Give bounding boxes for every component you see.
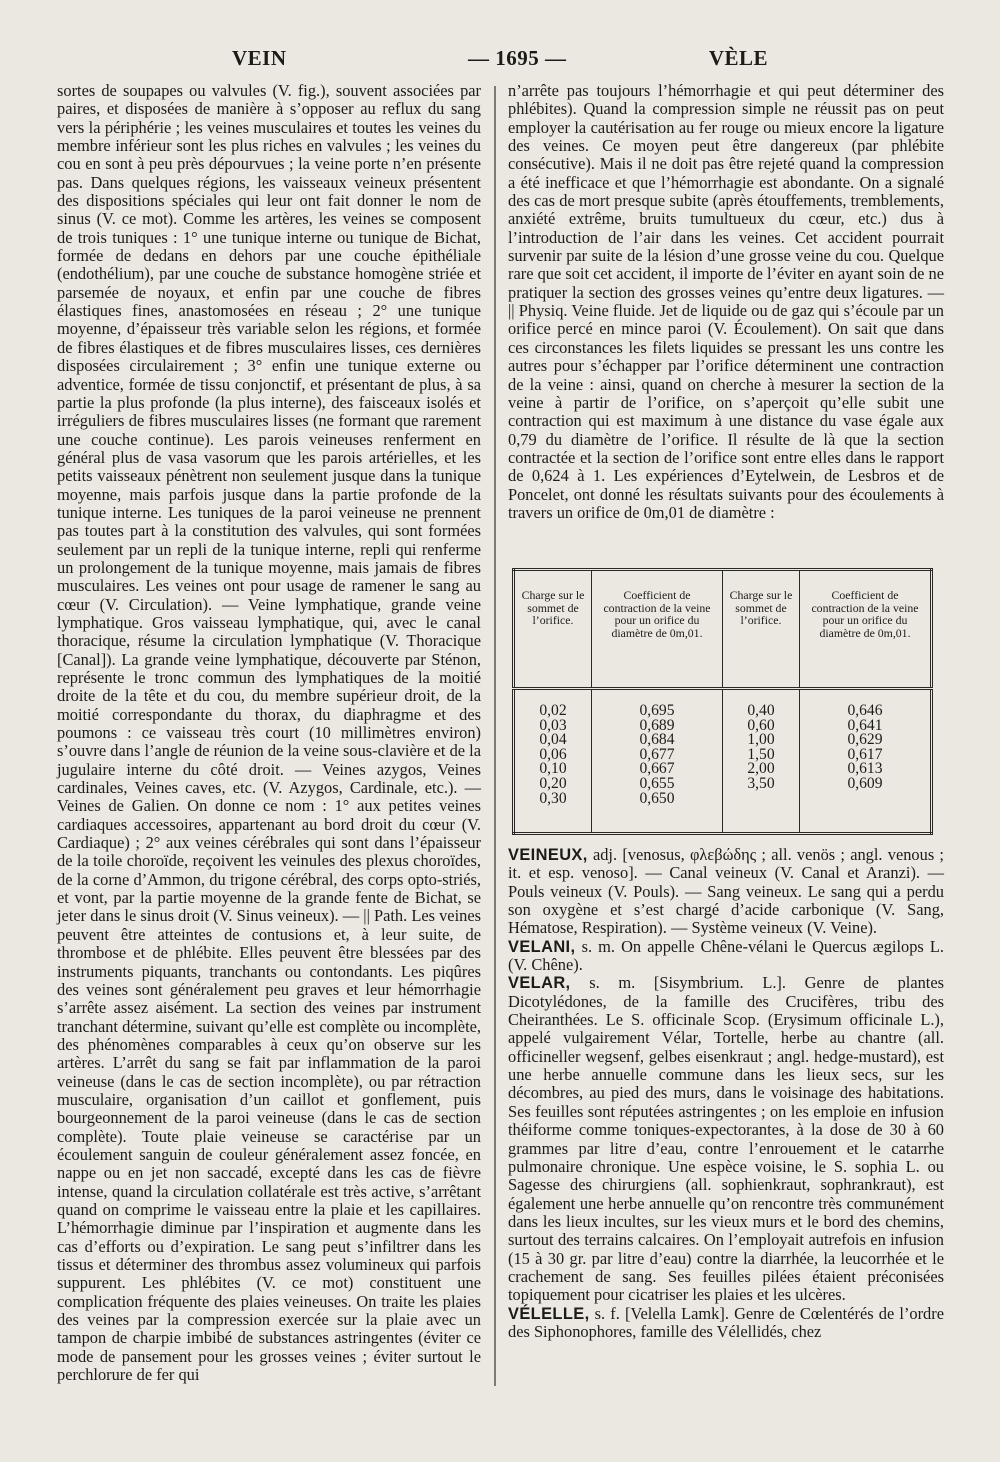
table-header-charge-2: Charge sur le sommet de l’orifice. [722, 570, 799, 689]
entry-headword-velelle: VÉLELLE, [508, 1304, 590, 1323]
entry-body-veineux: adj. [venosus, φλεβώδης ; all. venös ; angl. venous ; it. et esp. venoso]. — Canal veineux (V. Canal et Aranzi). — Pouls veineux (V. Pouls). — Sang veineux. Le sang qui a perdu son oxygène et s’est chargé d’acide carbonique (V. Sang, Hématose, Respiration). — Système veineux (V. Veine). [508, 845, 944, 938]
entry-veineux [508, 846, 944, 938]
table-row [514, 689, 932, 834]
entry-headword-velar: VELAR, [508, 974, 571, 993]
table-header-charge-1: Charge sur le sommet de l’orifice. [514, 570, 592, 689]
entry-body-velar: s. m. [Sisymbrium. L.]. Genre de plantes Dicotylédones, de la famille des Crucifères, tribu des Cheiranthées. Le S. officinale Scop. (Erysimum officinale L.), appelé vulgairement Vélar, Tortelle, herbe au chantre (all. officineller wegsenf, gelbes eisenkraut ; angl. hedge-mustard), est une herbe annuelle commune dans les lieux secs, sur les décombres, au pied des murs, dans le voisinage des habitations. Ses feuilles sont réputées astringentes ; on les emploie en infusion théiforme comme toniques-expectorantes, à la dose de 30 à 60 grammes par litre d’eau, contre l’enrouement et le catarrhe pulmonaire chronique. Une espèce voisine, le S. sophia L. ou Sagesse des chirurgiens (all. sophienkraut, sophrankraut), est également une herbe annuelle qu’on rencontre très communément dans les lieux incultes, sur les vieux murs et le bord des chemins, surtout des terrains calcaires. On l’employait autrefois en infusion (15 à 30 gr. par litre d’eau) contre la diarrhée, la leucorrhée et le crachement de sang. Ses feuilles pilées étaient préconisées topiquement pour cicatriser les plaies et les ulcères. [508, 973, 944, 1305]
right-column [508, 82, 944, 522]
table-header-coefficient-2: Coefficient de contraction de la veine pour un orifice du diamètre de 0m,01. [799, 570, 931, 689]
table-header-row [514, 570, 932, 689]
entry-velar [508, 974, 944, 1304]
page-header [58, 44, 942, 78]
left-column-text: sortes de soupapes ou valvules (V. fig.), souvent associées par paires, et disposées de manière à s’opposer au reflux du sang vers la périphérie ; les veines musculaires et toutes les veines du membre inférieur sont les plus riches en valvules ; les veines du cou en sont à peu près dépourvues ; la veine porte n’en présente pas. Dans quelques régions, les vaisseaux veineux présentent des dispositions spéciales qui leur ont fait donner le nom de sinus (V. ce mot). Comme les artères, les veines se composent de trois tuniques : 1° une tunique interne ou tunique de Bichat, formée de dedans en dehors par une couche épithéliale (endothélium), par une couche de substance homogène striée et parsemée de noyaux, et enfin par une couche de fibres élastiques fines, anastomosées en réseau ; 2° une tunique moyenne, d’épaisseur très variable selon les régions, et formée de fibres élastiques et de fibres musculaires lisses, ces dernières disposées circulairement ; 3° enfin une tunique externe ou adventice, formée de tissu conjonctif, et présentant de plus, à sa partie la plus profonde (la plus interne), des faisceaux isolés et irréguliers de fibres musculaires lisses (ne formant que rarement une couche continue). Les parois veineuses renferment en général plus de vasa vasorum que les parois artérielles, et les petits vaisseaux pénètrent non seulement jusque dans la tunique moyenne, mais parfois jusque dans la partie profonde de la tunique interne. Les tuniques de la paroi veineuse ne prennent pas toutes part à la constitution des valvules, qui sont formées seulement par un repli de la tunique interne, repli qui renferme un prolongement de la tunique moyenne, mais jamais de fibres musculaires. Les veines ont pour usage de ramener le sang au cœur (V. Circulation). — Veine lymphatique, grande veine lymphatique. Gros vaisseau lymphatique, qui, avec le canal thoracique, résume la circulation lymphatique (V. Thoracique [Canal]). La grande veine lymphatique, découverte par Sténon, représente le tronc commun des lymphatiques de la moitié droite de la tête et du cou, du membre supérieur droit, de la moitié correspondante du thorax, du diaphragme et des poumons : ce vaisseau très court (10 millimètres environ) s’ouvre dans l’angle de réunion de la veine sous-clavière et de la jugulaire interne du côté droit. — Veines azygos, Veines cardinales, Veines caves, etc. (V. Azygos, Cardinale, etc.). — Veines de Galien. On donne ce nom : 1° aux petites veines cardiaques accessoires, appartenant au bord droit du cœur (V. Cardiaque) ; 2° aux veines cérébrales qui sont dans l’épaisseur de la toile choroïde, reçoivent les veinules des plexus choroïdes, de la corne d’Ammon, du trigone cérébral, des corps opto-striés, et vont, par la partie moyenne de la grande fente de Bichat, se jeter dans le sinus droit (V. Sinus veineux). — || Path. Les veines peuvent être atteintes de contusions et, à leur suite, de thrombose et de phlébite. Elles peuvent être blessées par des instruments piquants, tranchants ou contondants. Les piqûres des veines sont généralement peu graves et leur hémorrhagie s’arrête assez aisément. La section des veines par instrument tranchant détermine, suivant qu’elle est complète ou incomplète, des phénomènes comparables à ceux qu’on observe sur les artères. L’arrêt du sang se fait par inflammation de la paroi veineuse (dans le cas de section incomplète), ou par rétraction musculaire, organisation d’un caillot et gonflement, puis bourgeonnement de la paroi veineuse (dans le cas de section complète). Toute plaie veineuse se caractérise par un écoulement sanguin de couleur généralement assez foncée, en nappe ou en jet non saccadé, excepté dans les cas de fièvre intense, quand la circulation collatérale est très active, s’arrêtant quand on comprime le vaisseau entre la plaie et les capillaires. L’hémorrhagie diminue par l’inspiration et augmente dans les cas d’efforts ou d’expiration. Le sang peut s’infiltrer dans les tissus et déterminer des thrombus assez volumineux qui parfois suppurent. Les phlébites (V. ce mot) constituent une complication fréquente des plaies veineuses. On traite les plaies des veines par la compression exercée sur la plaie avec un tampon de charpie imbibé de substances astringentes (éviter ce mode de pansement pour les grosses veines ; éviter surtout le perchlorure de fer qui [57, 81, 481, 1385]
header-left-guideword: VEIN [232, 46, 287, 70]
entry-velani [508, 938, 944, 975]
left-column [57, 82, 481, 1384]
table-cell-charge-1: 0,02 0,03 0,04 0,06 0,10 0,20 0,30 [514, 689, 592, 834]
entries-block [508, 846, 944, 1341]
entry-body-velelle: s. f. [Velella Lamk]. Genre de Cœlentérés de l’ordre des Siphonophores, famille des Vélellidés, chez [508, 1303, 944, 1341]
entry-headword-veineux: VEINEUX, [508, 846, 588, 864]
column-divider [494, 86, 496, 1386]
header-right-guideword: VÈLE [708, 46, 768, 70]
page-number: — 1695 — [468, 46, 567, 70]
right-column-text: n’arrête pas toujours l’hémorrhagie et qui peut déterminer des phlébites). Quand la compression simple ne réussit pas on peut employer la cautérisation au fer rouge ou mieux encore la ligature des veines. Ce moyen peut être dangereux (par phlébite consécutive). Mais il ne doit pas être rejeté quand la compression a été inefficace et que l’hémorrhagie est abondante. On a signalé des cas de mort presque subite (après étouffements, tremblements, anxiété extrême, bruits tumultueux du cœur, etc.) dus à l’introduction de l’air dans les veines. Cet accident pourrait survenir par suite de la lésion d’une grosse veine du cou. Quelque rare que soit cet accident, il importe de l’éviter en ayant soin de ne pratiquer la section des grosses veines qu’entre deux ligatures. — || Physiq. Veine fluide. Jet de liquide ou de gaz qui s’écoule par un orifice percé en mince paroi (V. Écoulement). On sait que dans ces circonstances les filets liquides se pressant les uns contre les autres pour s’échapper par l’orifice déterminent une contraction de la veine : ainsi, quand on cherche à mesurer la section de la veine à partir de l’orifice, on s’aperçoit qu’elle subit une contraction qui est maximum à une distance du vase égale aux 0,79 du diamètre de l’orifice. Il résulte de là que la section contractée et la section de l’orifice sont entre elles dans le rapport de 0,624 à 1. Les expériences d’Eytelwein, de Lesbros et de Poncelet, ont donné les résultats suivants pour des écoulements à travers un orifice de 0m,01 de diamètre : [508, 81, 944, 522]
contraction-coefficient-table [512, 568, 933, 835]
entry-body-velani: s. m. On appelle Chêne-vélani le Quercus ægilops L. (V. Chêne). [508, 936, 944, 975]
table-cell-coefficient-1: 0,695 0,689 0,684 0,677 0,667 0,655 0,650 [592, 689, 723, 834]
table-cell-coefficient-2: 0,646 0,641 0,629 0,617 0,613 0,609 [799, 689, 931, 834]
table-header-coefficient-1: Coefficient de contraction de la veine pour un orifice du diamètre de 0m,01. [592, 570, 723, 689]
entry-headword-velani: VELANI, [508, 937, 576, 956]
table-cell-charge-2: 0,40 0,60 1,00 1,50 2,00 3,50 [722, 689, 799, 834]
entry-velelle [508, 1305, 944, 1342]
